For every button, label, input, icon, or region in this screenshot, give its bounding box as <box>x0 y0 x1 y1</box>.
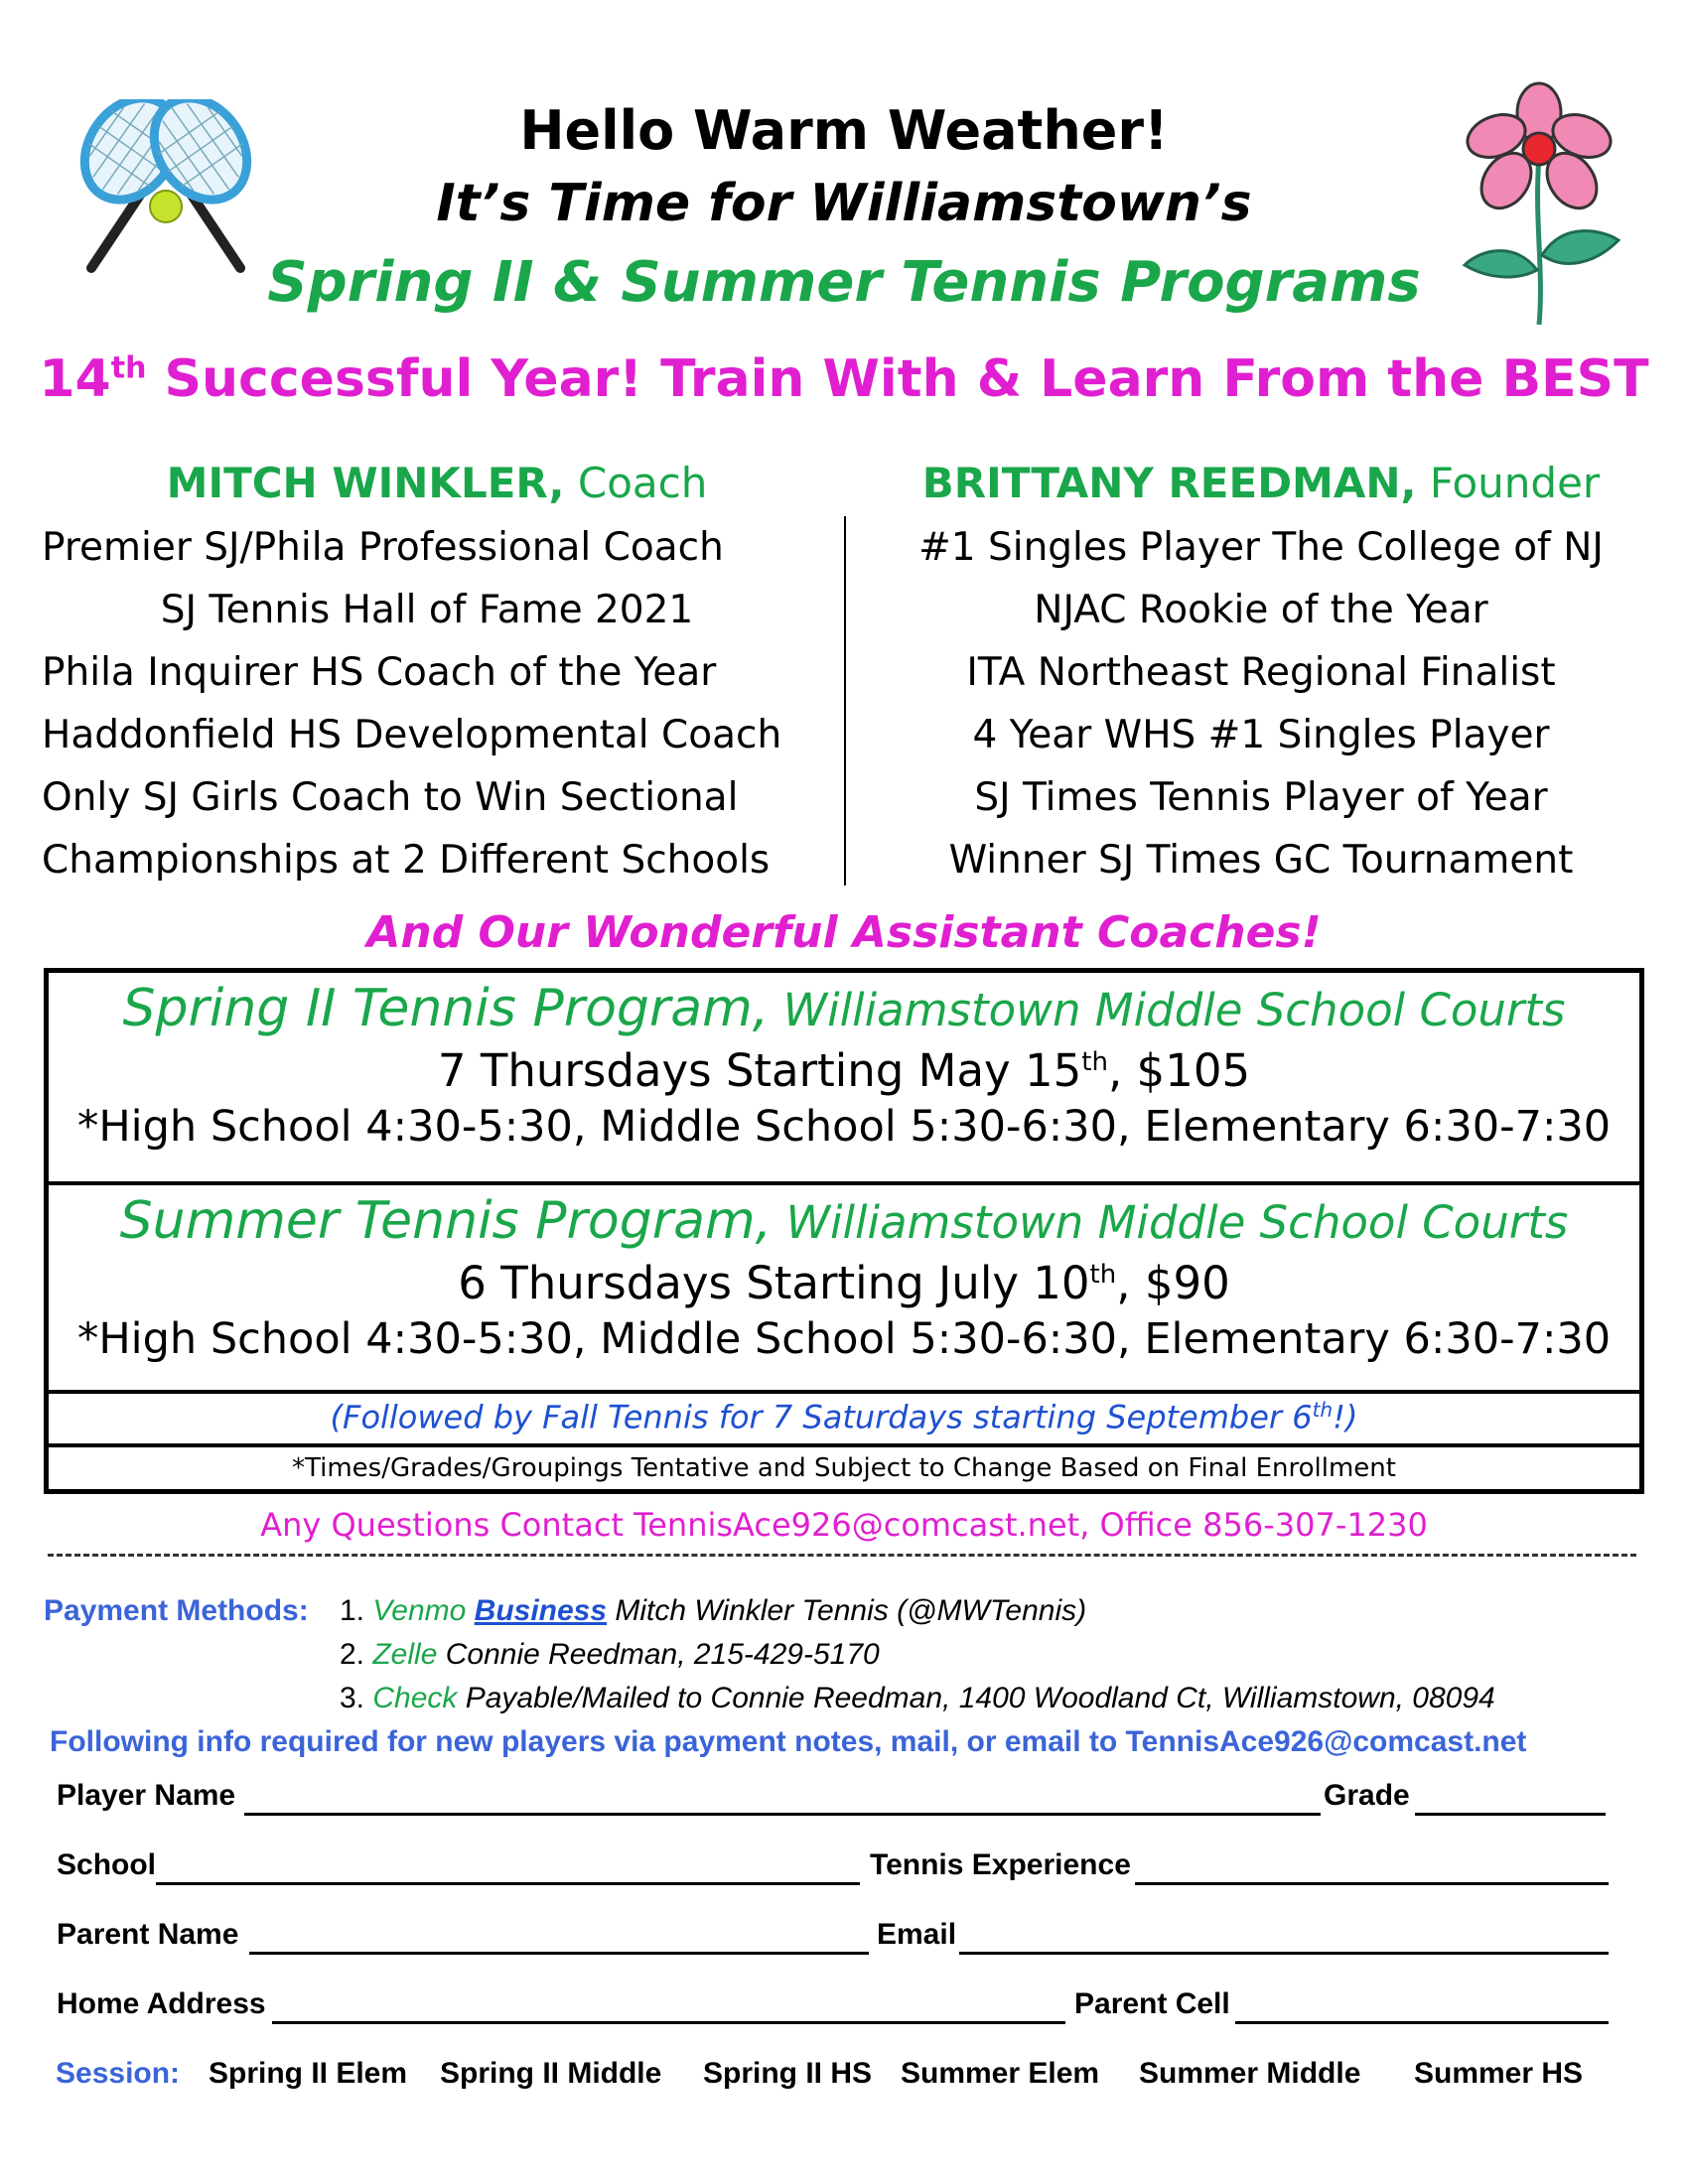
coach-credential: ITA Northeast Regional Finalist <box>966 650 1556 695</box>
coach-column-brittany <box>854 459 1668 891</box>
headline-hello: Hello Warm Weather! <box>519 99 1169 162</box>
contact-info: Any Questions Contact TennisAce926@comcast.net, Office 856-307-1230 <box>260 1506 1428 1544</box>
coach-credential: Only SJ Girls Coach to Win Sectional <box>42 775 739 820</box>
payment-method: Check <box>372 1682 458 1714</box>
session-option-summer-elem[interactable]: Summer Elem <box>901 2057 1100 2090</box>
headline-programs: Spring II & Summer Tennis Programs <box>267 250 1421 315</box>
home-address-field[interactable] <box>272 2021 1065 2024</box>
tagline-suffix: th <box>110 350 147 386</box>
spring-program-schedule <box>49 1044 1639 1097</box>
parent-name-field[interactable] <box>249 1952 869 1955</box>
tagline-number: 14 <box>39 349 111 409</box>
box-divider <box>49 1390 1639 1394</box>
coach-name-text: BRITTANY REEDMAN, <box>921 459 1417 507</box>
coach-credential: #1 Singles Player The College of NJ <box>918 525 1604 570</box>
fall-end: !) <box>1333 1398 1358 1436</box>
email-label: Email <box>877 1918 957 1951</box>
schedule-price: , $105 <box>1107 1044 1251 1097</box>
school-field[interactable] <box>156 1882 860 1885</box>
coach-credential: Championships at 2 Different Schools <box>42 838 771 883</box>
coach-column-mitch <box>30 459 844 891</box>
grade-field[interactable] <box>1415 1813 1606 1816</box>
fall-tennis-note <box>49 1398 1639 1436</box>
tennis-experience-label: Tennis Experience <box>870 1848 1131 1881</box>
required-info-note: Following info required for new players via payment notes, mail, or email to TennisAce926@comcast.net <box>50 1725 1527 1758</box>
session-option-spring-middle[interactable]: Spring II Middle <box>440 2057 662 2090</box>
player-name-label: Player Name <box>57 1779 236 1812</box>
summer-program-schedule <box>49 1257 1639 1309</box>
email-field[interactable] <box>959 1952 1609 1955</box>
payment-detail: Connie Reedman, 215-429-5170 <box>437 1638 880 1671</box>
session-option-spring-hs[interactable]: Spring II HS <box>703 2057 873 2090</box>
fall-text: (Followed by Fall Tennis for 7 Saturdays starting September 6 <box>330 1398 1313 1436</box>
summer-program-times: *High School 4:30-5:30, Middle School 5:30-6:30, Elementary 6:30-7:30 <box>76 1314 1612 1364</box>
payment-venmo <box>340 1594 1086 1628</box>
schedule-text: 7 Thursdays Starting May 15 <box>437 1044 1082 1097</box>
coach-name-text: MITCH WINKLER, <box>166 459 565 507</box>
payment-num: 1. <box>340 1594 373 1627</box>
player-name-field[interactable] <box>244 1813 1321 1816</box>
payment-detail: Payable/Mailed to Connie Reedman, 1400 Woodland Ct, Williamstown, 08094 <box>457 1682 1495 1714</box>
session-option-spring-elem[interactable]: Spring II Elem <box>209 2057 408 2090</box>
payment-num: 2. <box>340 1638 373 1671</box>
headline-williamstown: It’s Time for Williamstown’s <box>436 174 1252 233</box>
summer-program-title <box>49 1191 1639 1251</box>
program-title-text: Summer Tennis Program, <box>119 1191 773 1251</box>
payment-check <box>340 1682 1495 1715</box>
coach-credential: Phila Inquirer HS Coach of the Year <box>42 650 717 695</box>
spring-program-times: *High School 4:30-5:30, Middle School 5:30-6:30, Elementary 6:30-7:30 <box>76 1102 1612 1152</box>
payment-method: Zelle <box>372 1638 438 1671</box>
program-location: Williamstown Middle School Courts <box>772 1196 1569 1249</box>
session-option-summer-middle[interactable]: Summer Middle <box>1139 2057 1361 2090</box>
coach-name <box>30 459 844 516</box>
grade-label: Grade <box>1324 1779 1410 1812</box>
tennis-experience-field[interactable] <box>1135 1882 1609 1885</box>
session-label: Session: <box>56 2057 181 2090</box>
coach-role: Founder <box>1416 459 1601 507</box>
schedule-suffix: th <box>1081 1047 1108 1077</box>
session-option-summer-hs[interactable]: Summer HS <box>1414 2057 1584 2090</box>
schedule-price: , $90 <box>1116 1257 1230 1309</box>
parent-cell-field[interactable] <box>1235 2021 1609 2024</box>
assistant-coaches-note: And Our Wonderful Assistant Coaches! <box>366 907 1322 958</box>
cut-line <box>48 1554 1636 1557</box>
schedule-text: 6 Thursdays Starting July 10 <box>458 1257 1090 1309</box>
box-divider <box>49 1443 1639 1447</box>
coach-credential: Haddonfield HS Developmental Coach <box>42 713 782 757</box>
payment-method: Venmo <box>372 1594 467 1627</box>
coach-credential: SJ Times Tennis Player of Year <box>974 775 1548 820</box>
program-title-text: Spring II Tennis Program, <box>122 979 770 1038</box>
schedule-suffix: th <box>1089 1260 1117 1290</box>
coach-credential: Premier SJ/Phila Professional Coach <box>42 525 724 570</box>
home-address-label: Home Address <box>57 1987 266 2020</box>
coach-role: Coach <box>564 459 708 507</box>
coach-credential: 4 Year WHS #1 Singles Player <box>972 713 1550 757</box>
programs-box <box>44 968 1644 1494</box>
coach-credential: SJ Tennis Hall of Fame 2021 <box>160 588 694 632</box>
school-label: School <box>57 1848 157 1881</box>
parent-cell-label: Parent Cell <box>1074 1987 1230 2020</box>
venmo-business-link[interactable]: Business <box>474 1594 608 1627</box>
box-divider <box>49 1181 1639 1185</box>
coach-name <box>854 459 1668 516</box>
tagline-text: Successful Year! Train With & Learn From the BEST <box>146 349 1649 409</box>
coach-credential: Winner SJ Times GC Tournament <box>948 838 1574 883</box>
coach-credential: NJAC Rookie of the Year <box>1034 588 1488 632</box>
program-location: Williamstown Middle School Courts <box>769 984 1566 1036</box>
payment-zelle <box>340 1638 880 1672</box>
parent-name-label: Parent Name <box>57 1918 239 1951</box>
payment-detail: Mitch Winkler Tennis (@MWTennis) <box>607 1594 1087 1627</box>
payment-num: 3. <box>340 1682 373 1714</box>
coach-divider <box>844 516 846 886</box>
tagline <box>30 349 1658 409</box>
payment-methods-label: Payment Methods: <box>44 1594 309 1627</box>
tentative-note: *Times/Grades/Groupings Tentative and Subject to Change Based on Final Enrollment <box>292 1453 1396 1483</box>
spring-program-title <box>49 979 1639 1038</box>
fall-suffix: th <box>1312 1398 1334 1422</box>
